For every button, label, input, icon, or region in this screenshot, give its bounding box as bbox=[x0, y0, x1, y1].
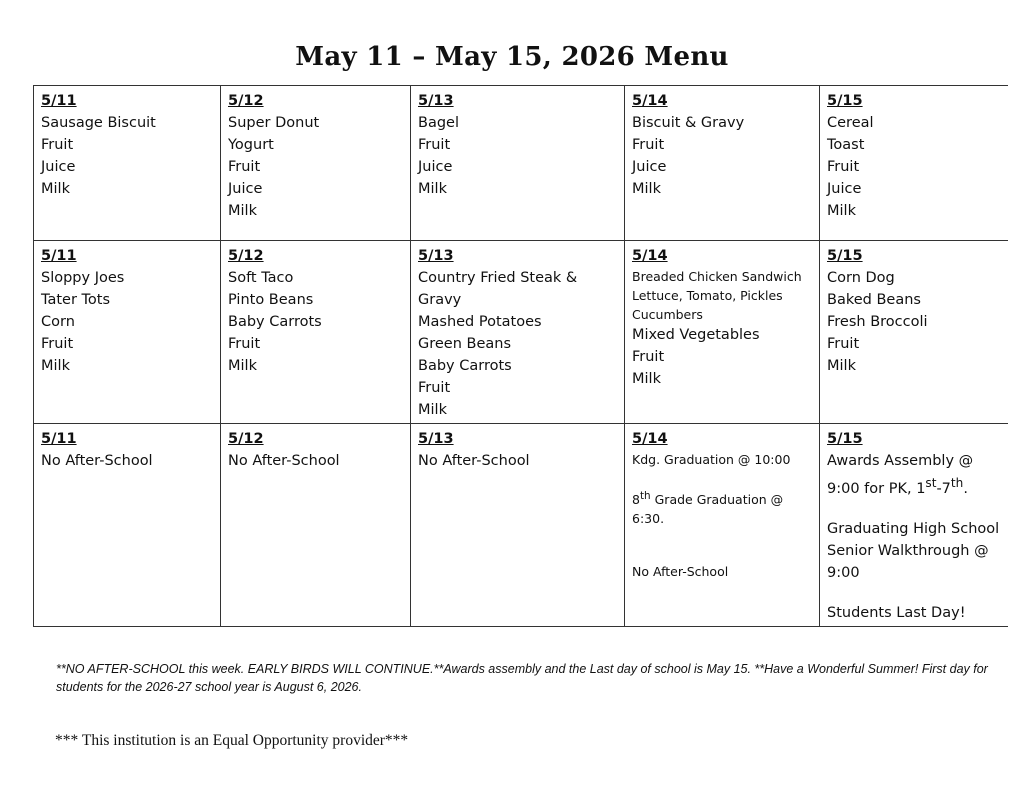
breakfast-cell bbox=[411, 86, 625, 241]
day-date: 5/15 bbox=[827, 93, 863, 109]
menu-item: Mashed Potatoes bbox=[418, 314, 542, 330]
day-date: 5/11 bbox=[41, 431, 77, 447]
menu-item: Fruit bbox=[418, 380, 451, 396]
menu-item: Super Donut bbox=[228, 115, 320, 131]
breakfast-cell bbox=[221, 86, 411, 241]
afterschool-text: No After-School bbox=[418, 453, 530, 469]
day-date: 5/13 bbox=[418, 431, 454, 447]
afterschool-row bbox=[34, 424, 1008, 627]
menu-item: Milk bbox=[41, 181, 70, 197]
menu-table bbox=[33, 85, 1008, 627]
menu-item: Baby Carrots bbox=[228, 314, 322, 330]
afterschool-cell bbox=[820, 424, 1008, 627]
menu-item: Milk bbox=[228, 358, 257, 374]
breakfast-cell bbox=[820, 86, 1008, 241]
menu-item: Milk bbox=[632, 371, 661, 387]
menu-item: Milk bbox=[418, 181, 447, 197]
lunch-cell bbox=[34, 241, 221, 424]
menu-item: Milk bbox=[632, 181, 661, 197]
afterschool-text: No After-School bbox=[41, 453, 153, 469]
menu-item: Yogurt bbox=[228, 137, 274, 153]
lunch-cell bbox=[221, 241, 411, 424]
menu-item: Baked Beans bbox=[827, 292, 921, 308]
menu-item: Biscuit & Gravy bbox=[632, 115, 745, 131]
day-date: 5/14 bbox=[632, 431, 668, 447]
day-date: 5/15 bbox=[827, 431, 863, 447]
breakfast-cell bbox=[625, 86, 820, 241]
day-date: 5/13 bbox=[418, 93, 454, 109]
day-date: 5/14 bbox=[632, 248, 668, 264]
lunch-cell bbox=[411, 241, 625, 424]
menu-item: Fruit bbox=[827, 336, 860, 352]
menu-item: Baby Carrots bbox=[418, 358, 512, 374]
lunch-row bbox=[34, 241, 1008, 424]
day-date: 5/11 bbox=[41, 248, 77, 264]
menu-item: Fruit bbox=[41, 137, 74, 153]
menu-item: Corn Dog bbox=[827, 270, 895, 286]
menu-item: Tater Tots bbox=[41, 292, 111, 308]
equal-opportunity-statement: *** This institution is an Equal Opportunity provider*** bbox=[55, 732, 409, 749]
menu-item: Juice bbox=[827, 181, 862, 197]
page-title: May 11 – May 15, 2026 Menu bbox=[295, 42, 729, 72]
menu-item: Soft Taco bbox=[228, 270, 294, 286]
afterschool-text: Kdg. Graduation @ 10:00 bbox=[632, 452, 791, 467]
menu-item: Bagel bbox=[418, 115, 459, 131]
breakfast-cell bbox=[34, 86, 221, 241]
footer-note: **NO AFTER-SCHOOL this week. EARLY BIRDS WILL CONTINUE.**Awards assembly and the Last day of school is May 15. **Have a Wonderful Summer! First day for students for the 2026-27 school year is August 6, 2026. bbox=[56, 662, 988, 694]
menu-item: Fruit bbox=[228, 159, 261, 175]
menu-item: Fruit bbox=[632, 137, 665, 153]
menu-item: Milk bbox=[228, 203, 257, 219]
menu-item: Fresh Broccoli bbox=[827, 314, 928, 330]
day-date: 5/12 bbox=[228, 248, 264, 264]
menu-item: Cereal bbox=[827, 115, 874, 131]
afterschool-text: 9:00 for PK, 1st-7th. bbox=[827, 476, 968, 497]
day-date: 5/15 bbox=[827, 248, 863, 264]
afterschool-text: 8th Grade Graduation @ bbox=[632, 490, 784, 508]
menu-item: Milk bbox=[827, 203, 856, 219]
menu-item: Fruit bbox=[228, 336, 261, 352]
afterschool-text: Senior Walkthrough @ bbox=[827, 542, 989, 559]
afterschool-text: 6:30. bbox=[632, 511, 665, 527]
menu-item: Mixed Vegetables bbox=[632, 327, 760, 343]
day-date: 5/12 bbox=[228, 93, 264, 109]
menu-item: Sloppy Joes bbox=[41, 270, 125, 286]
afterschool-text: No After-School bbox=[632, 564, 729, 580]
day-date: 5/14 bbox=[632, 93, 668, 109]
afterschool-text: 9:00 bbox=[827, 564, 860, 581]
afterschool-text: Graduating High School bbox=[827, 520, 1000, 537]
menu-item: Juice bbox=[418, 159, 453, 175]
afterschool-cell bbox=[625, 424, 820, 627]
menu-item: Fruit bbox=[632, 349, 665, 365]
breakfast-row bbox=[34, 86, 1008, 241]
menu-item: Toast bbox=[827, 137, 865, 153]
menu-item: Sausage Biscuit bbox=[41, 115, 156, 131]
lunch-cell bbox=[820, 241, 1008, 424]
menu-item: Milk bbox=[418, 402, 447, 418]
menu-item: Fruit bbox=[827, 159, 860, 175]
menu-item: Country Fried Steak & bbox=[418, 270, 578, 286]
menu-item: Milk bbox=[41, 358, 70, 374]
menu-item: Lettuce, Tomato, Pickles bbox=[632, 288, 783, 303]
menu-item: Pinto Beans bbox=[228, 292, 314, 308]
menu-item: Corn bbox=[41, 314, 75, 330]
menu-item: Juice bbox=[632, 159, 667, 175]
day-date: 5/11 bbox=[41, 93, 77, 109]
menu-item: Milk bbox=[827, 358, 856, 374]
afterschool-text: Students Last Day! bbox=[827, 604, 966, 621]
menu-item: Fruit bbox=[418, 137, 451, 153]
menu-item: Green Beans bbox=[418, 336, 512, 352]
afterschool-text: No After-School bbox=[228, 453, 340, 469]
afterschool-cell bbox=[411, 424, 625, 627]
menu-item: Juice bbox=[228, 181, 263, 197]
day-date: 5/13 bbox=[418, 248, 454, 264]
menu-item: Gravy bbox=[418, 292, 462, 308]
day-date: 5/12 bbox=[228, 431, 264, 447]
afterschool-text: Awards Assembly @ bbox=[827, 453, 974, 469]
afterschool-cell bbox=[221, 424, 411, 627]
lunch-cell bbox=[625, 241, 820, 424]
menu-item: Cucumbers bbox=[632, 307, 703, 322]
menu-item: Juice bbox=[41, 159, 76, 175]
afterschool-cell bbox=[34, 424, 221, 627]
menu-item: Breaded Chicken Sandwich bbox=[632, 269, 802, 284]
menu-item: Fruit bbox=[41, 336, 74, 352]
